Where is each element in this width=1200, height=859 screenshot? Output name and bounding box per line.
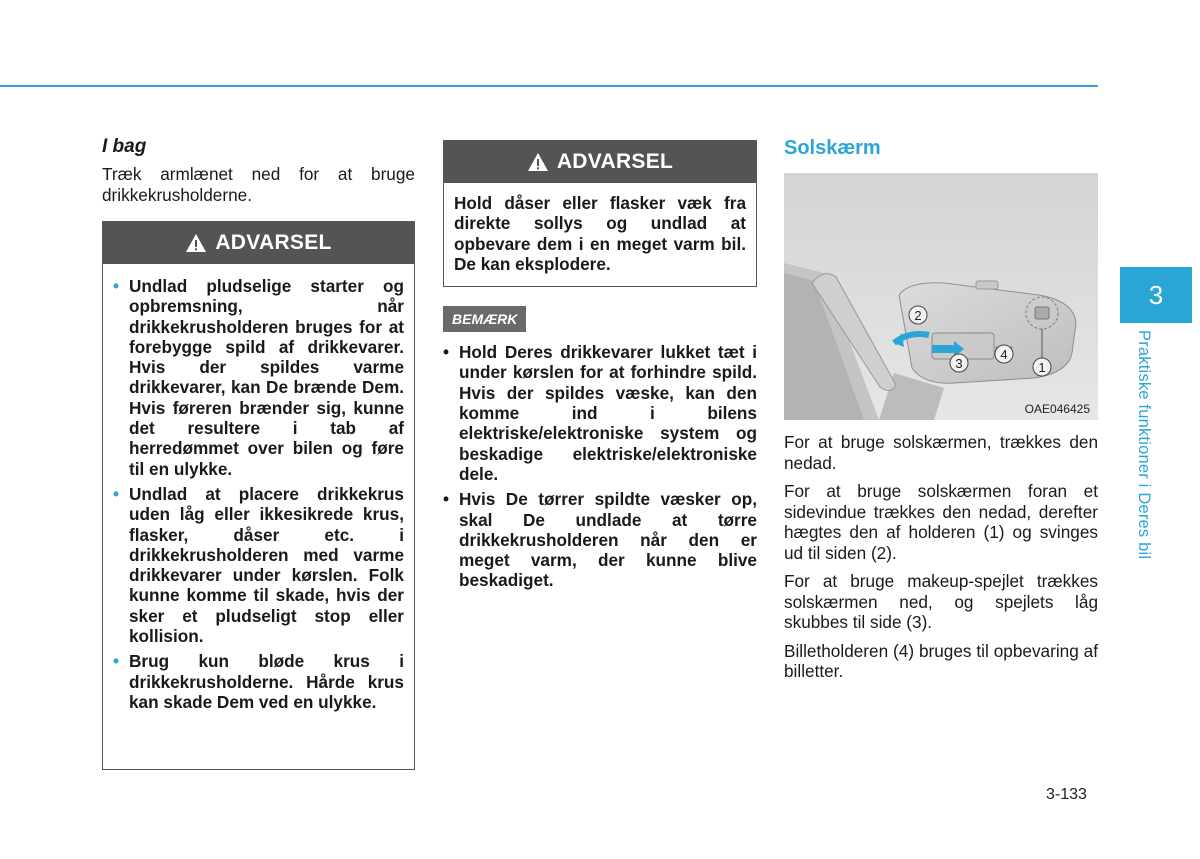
warning-header	[444, 141, 756, 183]
callout-1	[1033, 358, 1051, 376]
callout-label: 3	[955, 356, 963, 371]
chapter-tab	[1120, 267, 1192, 323]
warning-body	[103, 264, 414, 733]
sunvisor-drawing	[784, 173, 1098, 420]
middle-column	[443, 140, 757, 596]
warning-body	[444, 183, 756, 286]
callout-label: 2	[914, 308, 922, 323]
page-number: 3-133	[1046, 786, 1087, 803]
top-rule	[0, 85, 1098, 87]
list-item: • Undlad pludselige starter og opbremsning, når drikkekrusholderen bruges for at forebygge spild af drikkevarer. Hvis der spildes varme drikkevarer, kan De brænde Dem. Hvis føreren brænder sig, kunne det resultere i tab af herredømmet over bilen og føre til en ulykke.	[113, 276, 404, 479]
warning-triangle-icon	[185, 233, 207, 253]
sunvisor-illustration	[784, 173, 1098, 420]
list-item: • Brug kun bløde krus i drikkekrusholderne. Hårde krus kan skade Dem ved en ulykke.	[113, 651, 404, 712]
warning-box-cupholder	[102, 221, 415, 770]
warning-title: ADVARSEL	[215, 231, 332, 254]
list-item: • Hvis De tørrer spildte væsker op, skal De undlade at tørre drikkekrusholderen når den er meget varm, der kunne blive beskadiget.	[443, 489, 757, 590]
chapter-number: 3	[1148, 279, 1164, 310]
paragraph: For at bruge solskærmen foran et sidevindue trækkes den nedad, derefter hægtes den af holderen (1) og svinges ud til siden (2).	[784, 481, 1098, 563]
callout-3	[950, 354, 968, 372]
list-item: • Hold Deres drikkevarer lukket tæt i under kørslen for at forhindre spild. Hvis der spildes væske, kan den komme ind i bilens elektriske/elektroniske system og beskadige elektriske/elektroniske dele.	[443, 342, 757, 484]
left-column	[102, 136, 415, 770]
warning-title: ADVARSEL	[556, 150, 674, 173]
callout-4	[995, 345, 1013, 363]
subheading-rear: I bag	[102, 136, 147, 157]
right-column	[784, 136, 1098, 682]
note-section	[443, 306, 757, 591]
callout-label: 4	[1000, 347, 1008, 362]
warning-text: Hold dåser eller flasker væk fra direkte sollys og undlad at opbevare dem i en meget varm bil. De kan eksplodere.	[454, 193, 746, 274]
callout-label: 1	[1038, 360, 1046, 375]
warning-header	[103, 222, 414, 264]
list-item: • Undlad at placere drikkekrus uden låg eller ikkesikrede krus, flasker, dåser etc. i drikkekrusholderen med varme drikkevarer under kørslen. Folk kunne komme til skade, hvis der sker et pludseligt stop eller kollision.	[113, 484, 404, 646]
intro-text: Træk armlænet ned for at bruge drikkekrusholderne.	[102, 164, 415, 205]
note-badge: BEMÆRK	[443, 306, 526, 332]
warning-list	[113, 276, 404, 712]
paragraph: For at bruge solskærmen, trækkes den nedad.	[784, 432, 1098, 473]
section-title: Solskærm	[784, 137, 881, 159]
warning-box-bottles	[443, 140, 757, 287]
chapter-title: Praktiske funktioner i Deres bil	[1135, 330, 1153, 560]
warning-triangle-icon	[527, 152, 549, 172]
paragraph: Billetholderen (4) bruges til opbevaring af billetter.	[784, 640, 1098, 681]
paragraph: For at bruge makeup-spejlet trækkes solskærmen ned, og spejlets låg skubbes til side (3).	[784, 571, 1098, 632]
note-list	[443, 342, 757, 591]
figure-code: OAE046425	[1024, 402, 1090, 416]
callout-2	[909, 306, 927, 324]
